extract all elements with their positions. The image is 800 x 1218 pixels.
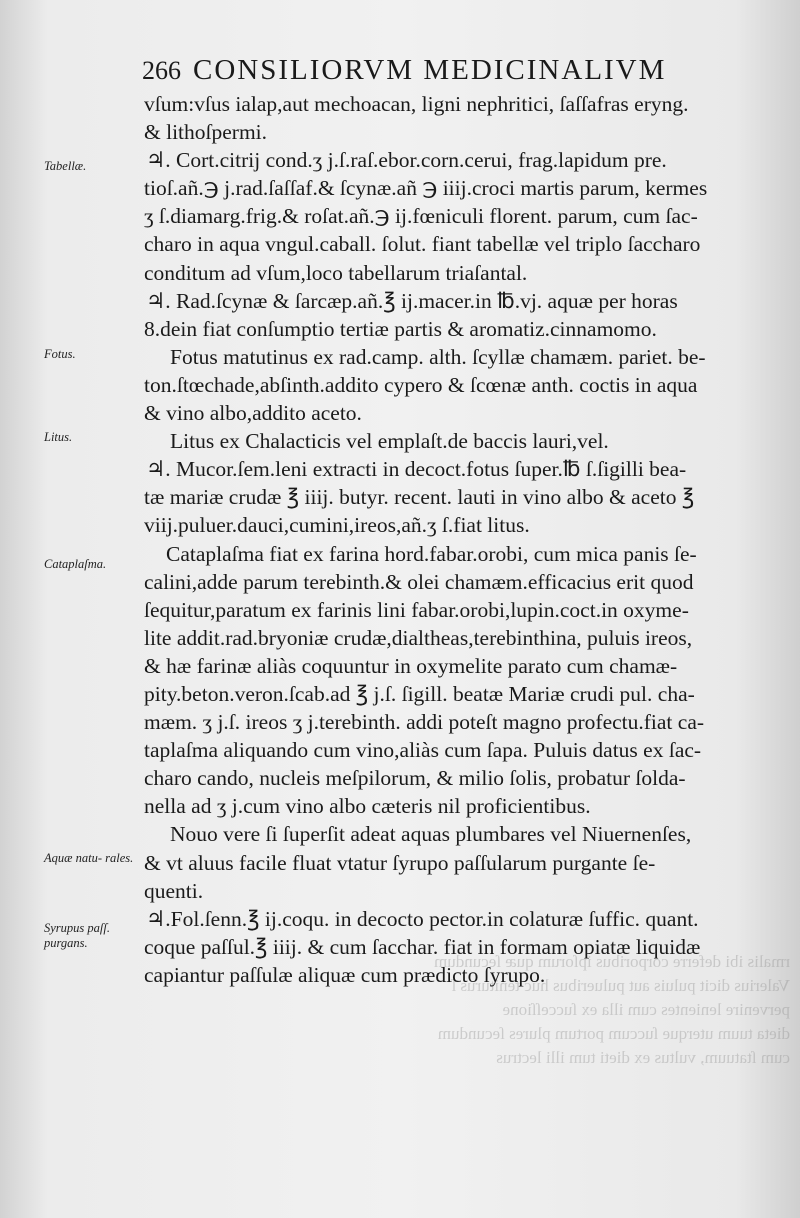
text-line: ♃. Mucor.ſem.leni extracti in decoct.fotus ſuper.℔ ſ.ſigilli bea- xyxy=(146,457,687,482)
paragraph xyxy=(144,455,764,539)
text-line: vſum:vſus ialap,aut mechoacan, ligni nephritici, ſaſſafras eryng. xyxy=(144,92,689,116)
paragraph xyxy=(144,343,764,427)
text-line: lite addit.rad.bryoniæ crudæ,dialtheas,terebinthina, puluis ireos, xyxy=(144,625,693,650)
text-line: coque paſſul.℥ iiij. & cum ſacchar. fiat in formam opiatæ liquidæ xyxy=(144,934,701,959)
text-line: ♃.Fol.ſenn.℥ ij.coqu. in decocto pector.in colaturæ ſuffic. quant. xyxy=(146,906,699,931)
margin-note-litus: Litus. xyxy=(44,430,73,444)
paragraph xyxy=(144,90,764,146)
paragraph xyxy=(144,287,764,343)
margin-note-syrupus: Syrupus paſſ. purgans. xyxy=(44,921,110,950)
show-through-text: rmalis ibi deferre corporibus ipſorum quæ ſecundum Valerius dicit puluis aut pulueribus huc teniturus ſ pervenire lenientes cum illa ex ſucceſſione dieta tuum uterque ſuccum portum plures ſecundum cum ſtatuum, vultus ex dieti tum illi lectrus xyxy=(434,952,790,1067)
text-line: tæ mariæ crudæ ℥ iiij. butyr. recent. lauti in vino albo & aceto ℥ xyxy=(144,485,695,510)
text-line: quenti. xyxy=(144,878,204,903)
paragraph xyxy=(144,146,764,286)
paragraph xyxy=(144,540,764,821)
running-title: CONSILIORVM MEDICINALIVM xyxy=(193,54,667,86)
paragraph xyxy=(144,427,764,455)
text-line: capiantur paſſulæ aliquæ cum prædicto ſyrupo. xyxy=(144,962,546,987)
text-line: Nouo vere ſi ſuperſit adeat aquas plumbares vel Niuernenſes, xyxy=(170,822,692,847)
text-line: Litus ex Chalacticis vel emplaſt.de baccis lauri,vel. xyxy=(170,429,609,454)
text-line: ton.ſtœchade,abſinth.addito cypero & ſcœnæ anth. coctis in aqua xyxy=(144,372,698,397)
text-line: calini,adde parum terebinth.& olei chamæm.efficacius erit quod xyxy=(144,569,694,594)
text-line: & vt aluus facile fluat vtatur ſyrupo paſſularum purgante ſe- xyxy=(144,850,656,875)
paragraph xyxy=(144,905,764,989)
text-line: pity.beton.veron.ſcab.ad ℥ j.ſ. ſigill. beatæ Mariæ crudi pul. cha- xyxy=(144,681,695,706)
margin-note-fotus: Fotus. xyxy=(44,347,76,361)
page-number: 266 xyxy=(142,56,181,85)
text-line: ♃. Cort.citrij cond.ʒ j.ſ.raſ.ebor.corn.cerui, frag.lapidum pre. xyxy=(146,148,667,173)
text-line: ʒ ſ.diamarg.frig.& roſat.añ.℈ ij.fœniculi florent. parum, cum ſac- xyxy=(144,204,698,229)
text-line: ſequitur,paratum ex farinis lini fabar.orobi,lupin.coct.in oxyme- xyxy=(144,597,689,622)
paragraph xyxy=(144,820,764,904)
text-line: & hæ farinæ aliàs coquuntur in oxymelite parato cum chamæ- xyxy=(144,653,678,678)
margin-note-tabellae: Tabellæ. xyxy=(44,159,87,173)
text-line: & vino albo,addito aceto. xyxy=(144,401,362,426)
text-line: Fotus matutinus ex rad.camp. alth. ſcyllæ chamæm. pariet. be- xyxy=(170,344,706,369)
text-line: charo cando, nucleis meſpilorum, & milio ſolis, probatur ſolda- xyxy=(144,766,686,791)
running-header xyxy=(142,54,742,87)
text-line: & lithoſpermi. xyxy=(144,120,268,145)
text-line: taplaſma aliquando cum vino,aliàs cum ſapa. Puluis datus ex ſac- xyxy=(144,738,702,763)
margin-note-cataplasma: Cataplaſma. xyxy=(44,557,107,571)
text-line: mæm. ʒ j.ſ. ireos ʒ j.terebinth. addi poteſt magno profectu.fiat ca- xyxy=(144,710,705,735)
text-line: conditum ad vſum,loco tabellarum triaſantal. xyxy=(144,260,528,285)
main-text xyxy=(144,90,764,989)
text-line: nella ad ʒ j.cum vino albo cæteris nil proficientibus. xyxy=(144,794,591,819)
text-line: Cataplaſma fiat ex farina hord.fabar.orobi, cum mica panis ſe- xyxy=(166,541,697,566)
text-line: ♃. Rad.ſcynæ & ſarcæp.añ.℥ ij.macer.in ℔.vj. aquæ per horas xyxy=(146,288,678,313)
margin-note-aquae-naturales: Aquæ natu- rales. xyxy=(44,851,134,865)
text-line: tioſ.añ.℈ j.rad.ſaſſaf.& ſcynæ.añ ℈ iiij.croci martis parum, kermes xyxy=(144,176,708,201)
text-line: charo in aqua vngul.caball. ſolut. fiant tabellæ vel triplo ſaccharo xyxy=(144,232,701,257)
text-line: viij.puluer.dauci,cumini,ireos,añ.ʒ ſ.fiat litus. xyxy=(144,513,530,538)
text-line: 8.dein fiat conſumptio tertiæ partis & aromatiz.cinnamomo. xyxy=(144,316,657,341)
